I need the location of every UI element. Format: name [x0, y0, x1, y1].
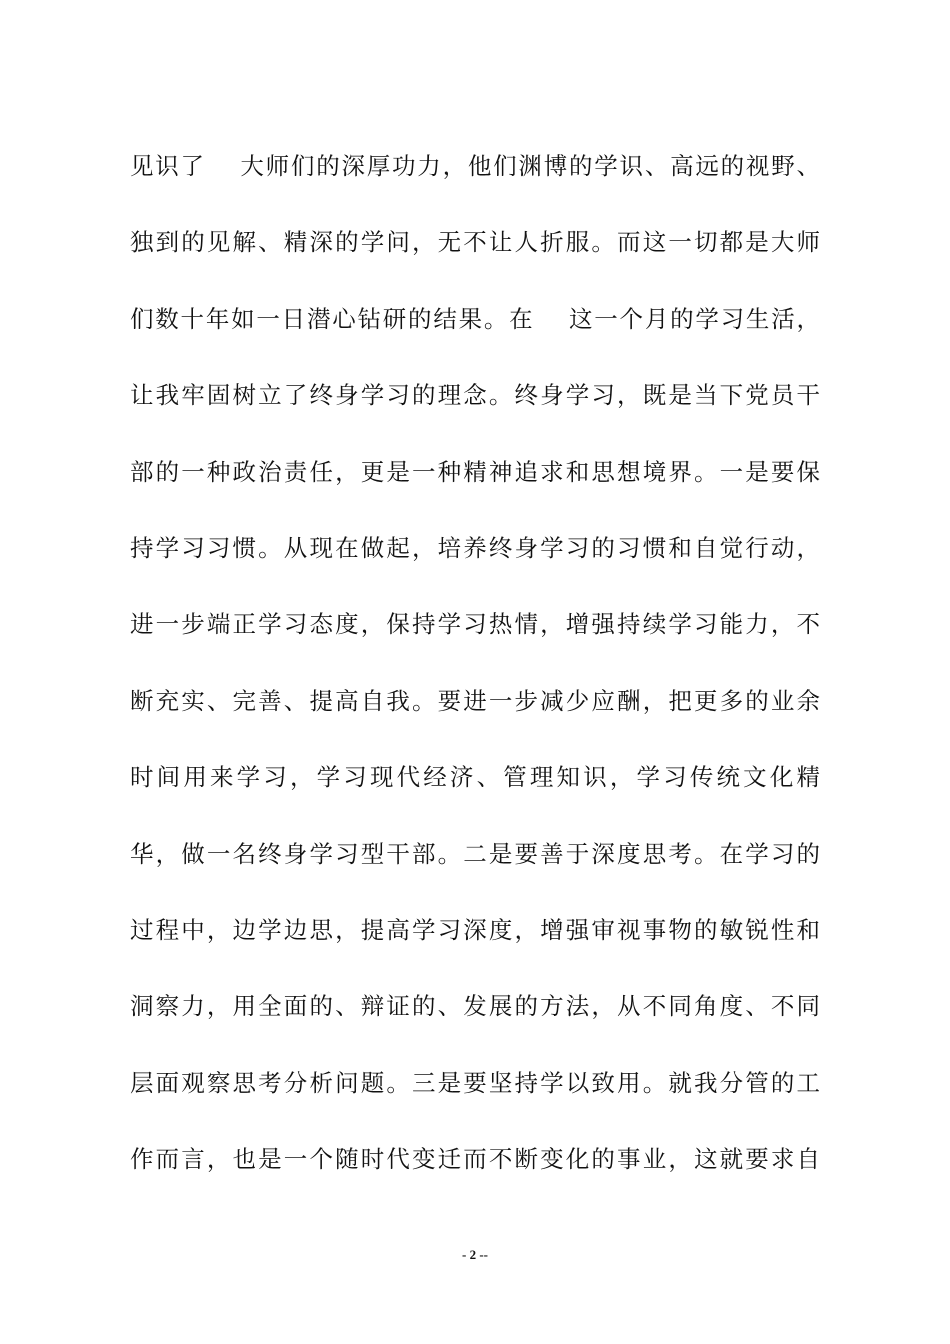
text-line-6: 持学习习惯。从现在做起，培养终身学习的习惯和自觉行动，: [130, 533, 820, 562]
text-line-12: 洞察力，用全面的、辩证的、发展的方法，从不同角度、不同: [130, 992, 820, 1021]
text-line-13: 层面观察思考分析问题。三是要坚持学以致用。就我分管的工: [130, 1068, 820, 1097]
text-line-3: 们数十年如一日潜心钻研的结果。在 这一个月的学习生活，: [130, 304, 820, 333]
text-line-14: 作而言，也是一个随时代变迁而不断变化的事业，这就要求自: [130, 1145, 820, 1174]
body-paragraph: [130, 142, 820, 1211]
page-number: - 2 --: [462, 1247, 488, 1262]
text-line-7: 进一步端正学习态度，保持学习热情，增强持续学习能力，不: [130, 610, 820, 639]
text-line-9: 时间用来学习，学习现代经济、管理知识，学习传统文化精: [130, 763, 820, 792]
text-line-2: 独到的见解、精深的学问，无不让人折服。而这一切都是大师: [130, 228, 820, 257]
text-line-1: 见识了 大师们的深厚功力，他们渊博的学识、高远的视野、: [130, 152, 820, 180]
text-line-8: 断充实、完善、提高自我。要进一步减少应酬，把更多的业余: [130, 686, 820, 715]
text-line-4: 让我牢固树立了终身学习的理念。终身学习，既是当下党员干: [130, 381, 820, 410]
text-line-11: 过程中，边学边思，提高学习深度，增强审视事物的敏锐性和: [130, 915, 820, 944]
text-line-10: 华，做一名终身学习型干部。二是要善于深度思考。在学习的: [130, 839, 820, 868]
text-line-5: 部的一种政治责任，更是一种精神追求和思想境界。一是要保: [130, 457, 820, 486]
